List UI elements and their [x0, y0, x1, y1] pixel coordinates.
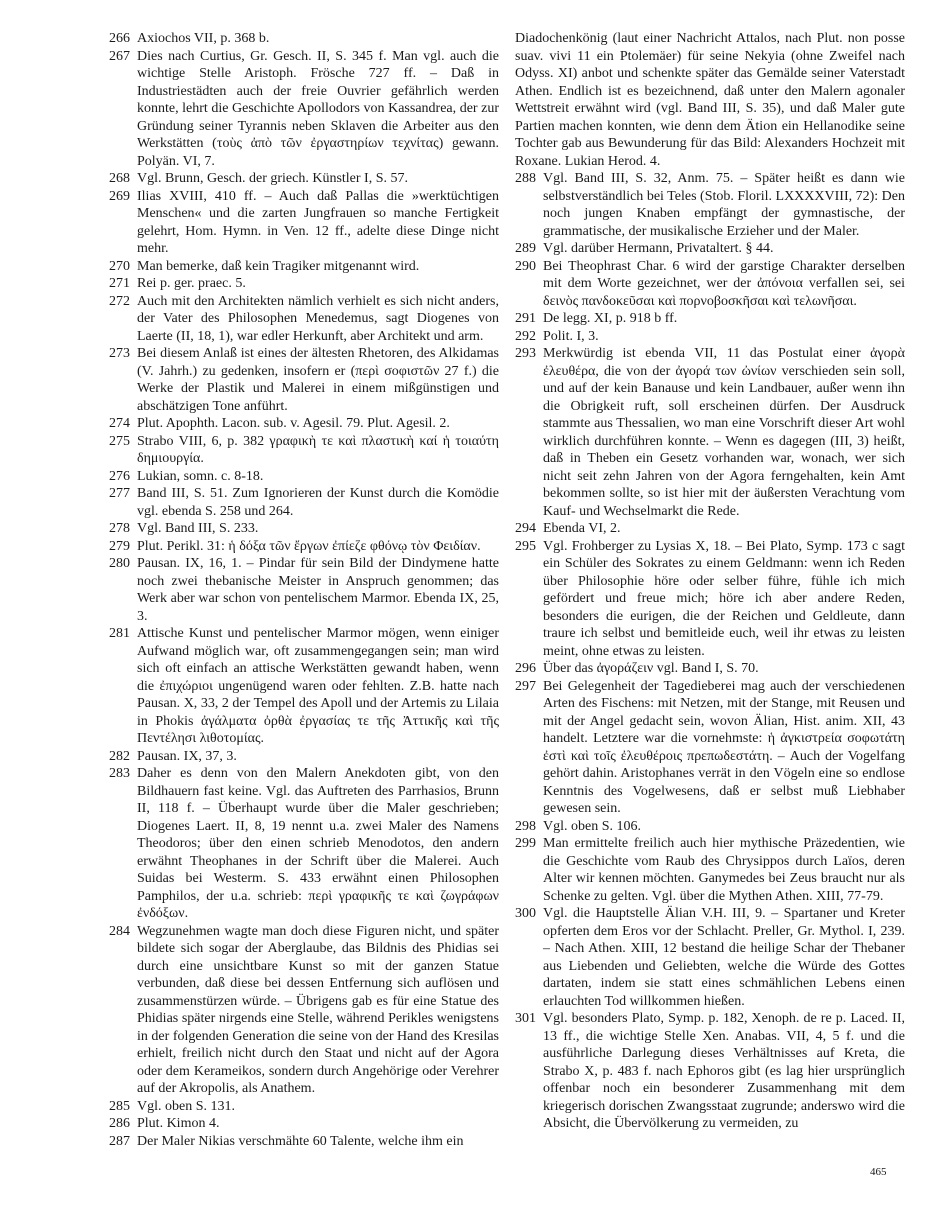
footnote-text: Vgl. besonders Plato, Symp. p. 182, Xenoph. de re p. Laced. II, 13 ff., die wichtige Stelle Xen. Anabas. VII, 4, 5 f. und die ausführliche Darlegung dieses Verhältnisses auf Kreta, die Strabo X, p. 483 f. nach Ephoros gibt (es lag hier ursprünglich offenbar noch ein besonderer Zusammenhang mit dem kriegerisch dorischen Zwangsstaat zugrunde; anderswo wird die Absicht, die Übervölkerung zu vermeiden, zu [543, 1011, 905, 1131]
footnote-number: 278 [109, 521, 130, 536]
footnote-300 [515, 905, 905, 1010]
footnote-number: 298 [515, 818, 536, 834]
footnote-272 [109, 293, 499, 346]
footnote-number: 281 [109, 626, 130, 641]
footnote-text: Ebenda VI, 2. [543, 521, 621, 536]
footnote-text: Pausan. IX, 37, 3. [137, 748, 237, 764]
footnote-number: 289 [515, 241, 536, 256]
footnote-274 [109, 415, 499, 433]
footnote-text: Man ermittelte freilich auch hier mythische Präzedentien, wie die Geschichte vom Raub des Chrysippos durch Laïos, deren Alter wir kennen möchten. Ganymedes bei Zeus braucht nur als Schenke zu gelten. Vgl. über die Mythen Athen. XIII, 77-79. [543, 836, 905, 904]
footnote-text: Der Maler Nikias verschmähte 60 Talente, welche ihm ein [137, 1133, 464, 1149]
footnote-number: 280 [109, 556, 130, 571]
footnote-text: Lukian, somn. c. 8-18. [137, 468, 264, 484]
footnote-text: Vgl. Brunn, Gesch. der griech. Künstler I, S. 57. [137, 171, 409, 186]
footnote-297 [515, 678, 905, 818]
footnote-266 [109, 30, 499, 48]
footnote-287 [109, 1133, 499, 1151]
footnote-295 [515, 538, 905, 661]
footnote-276 [109, 468, 499, 486]
footnote-281 [109, 625, 499, 748]
footnote-269 [109, 188, 499, 258]
footnote-text: Über das ἀγοράζειν vgl. Band I, S. 70. [543, 661, 759, 676]
footnote-text: Plut. Kimon 4. [137, 1116, 220, 1131]
footnote-280 [109, 555, 499, 625]
footnote-text: Vgl. darüber Hermann, Privataltert. § 44. [543, 241, 774, 256]
footnote-284 [109, 923, 499, 1098]
footnote-285 [109, 1098, 499, 1116]
footnote-number: 284 [109, 923, 130, 939]
footnote-number: 269 [109, 188, 130, 204]
footnote-number: 292 [515, 328, 536, 344]
footnote-text: Vgl. Frohberger zu Lysias X, 18. – Bei Plato, Symp. 173 c sagt ein Schüler des Sokrates zu einem Geldmann: wenn ich Reden über Philosophie höre oder selber führe, fühle ich mich gefördert und freue mich; höre ich aber andere Reden, besonders die eurigen, die der Reichen und Geldleute, dann traure ich selbst und bemitleide euch, weil ihr etwas zu leisten meint, ohne etwas zu leisten. [543, 538, 905, 659]
footnote-286 [109, 1115, 499, 1133]
footnote-number: 294 [515, 521, 536, 536]
footnote-text: Dies nach Curtius, Gr. Gesch. II, S. 345 f. Man vgl. auch die wichtige Stelle Aristoph. Frösche 727 ff. – Daß in Industriestädten auch der freie Ouvrier gefährlich werden konnte, lehrt die Geschichte Apollodors von Kassandrea, der zur Gründung seiner Tyrannis neben Sklaven die Arbeiter aus den Werkstätten (τοὺς ἀπὸ τῶν ἐργαστηρίων τεχνίτας) gewann. Polyän. VI, 7. [137, 48, 499, 169]
footnote-text: Vgl. oben S. 131. [137, 1098, 235, 1114]
footnote-number: 296 [515, 661, 536, 676]
footnote-291 [515, 310, 905, 328]
footnote-number: 273 [109, 346, 130, 361]
footnote-number: 266 [109, 31, 130, 46]
footnote-text: Bei Gelegenheit der Tagedieberei mag auch der verschiedenen Arten des Fischens: mit Netzen, mit der Stange, mit Reusen und mit der Angel gedacht sein, wovon Älian, Hist. anim. XII, 43 handelt. Letztere war die vornehmste: ἡ ἀγκιστρεία σοφωτάτη ἐστὶ καὶ τοῖς ἐλευθέροις πρεπωδεστάτη. – Auch der Vogelfang gehört dahin. Aristophanes verrät in den Vögeln eine so endlose Kenntnis des Vogelwesens, daß er selbst muß Liebhaber gewesen sein. [543, 678, 905, 816]
footnote-273 [109, 345, 499, 415]
footnote-text: Vgl. die Hauptstelle Älian V.H. III, 9. – Spartaner und Kreter opferten dem Eros vor der Schlacht. Preller, Gr. Mythol. I, 239. – Nach Athen. XIII, 12 bestand die heilige Schar der Thebaner aus Liebenden und Geliebten, welche die Würde des Gottes dartaten, indem sie statt eines schmählichen Lebens einen erlauchten Tod willkommen hießen. [543, 906, 905, 1009]
footnote-number: 270 [109, 258, 130, 274]
footnote-number: 283 [109, 766, 130, 781]
footnote-text: Axiochos VII, p. 368 b. [137, 31, 270, 46]
footnote-number: 268 [109, 171, 130, 186]
footnote-text: De legg. XI, p. 918 b ff. [543, 311, 678, 326]
footnote-text: Wegzunehmen wagte man doch diese Figuren nicht, und später bildete sich sogar der Aberglaube, das Bildnis des Phidias sei durch eine unsichtbare Kunst so mit der ganzen Statue verbunden, daß diese bei dessen Entfernung sich auflösen und zusammenstürzen würde. – Übrigens gab es für eine Statue des Phidias später nirgends eine Stelle, während Perikles wenigstens in der folgenden Generation die seine von der Hand des Kresilas erhielt, freilich nicht durch den Staat und nicht auf der Agora oder dem Kerameikos, sondern durch Angehörige oder Verehrer auf der Akropolis, als Anathem. [137, 923, 499, 1096]
footnote-271 [109, 275, 499, 293]
footnote-278 [109, 520, 499, 538]
footnote-number: 290 [515, 258, 536, 274]
footnote-298 [515, 818, 905, 836]
footnote-number: 285 [109, 1098, 130, 1114]
right-column [515, 30, 905, 1133]
footnote-text: Vgl. Band III, S. 32, Anm. 75. – Später heißt es dann wie selbstverständlich bei Teles (Stob. Floril. LXXXXVIII, 72): Den noch jungen Knaben empfängt der gymnastische, der grammatische, der musikalische Erzieher und der Maler. [543, 171, 905, 239]
footnote-number: 300 [515, 906, 536, 921]
footnote-text: Bei diesem Anlaß ist eines der ältesten Rhetoren, des Alkidamas (V. Jahrh.) zu gedenken, insofern er (περὶ σοφιστῶν 27 f.) die Werke der Plastik und Malerei in einem mißgünstigen und abschätzigen Tone anführt. [137, 346, 499, 414]
footnote-287-continuation: Diadochenkönig (laut einer Nachricht Attalos, nach Plut. non posse suav. vivi 11 ein Ptolemäer) für seine Nekyia (ohne Zweifel nach Odyss. XI) anbot und schenkte später das Gemälde seiner Vaterstadt Athen. Endlich ist es bezeichnend, daß unter den Malern agonaler Wettstreit erwähnt wird (vgl. Band III, S. 35), und daß Maler gute Partien machen konnten, wie denn dem Ätion ein Hellanodike seine Tochter gab aus Bewunderung für das Bild: Alexanders Hochzeit mit Roxane. Lukian Herod. 4. [515, 31, 905, 169]
footnote-275 [109, 433, 499, 468]
footnote-283 [109, 765, 499, 923]
footnote-number: 286 [109, 1116, 130, 1131]
footnote-number: 277 [109, 486, 130, 501]
footnote-text: Pausan. IX, 16, 1. – Pindar für sein Bild der Dindymene hatte noch zwei thebanische Meister in Anspruch genommen; das Werk aber war schon von pentelischem Marmor. Ebenda IX, 25, 3. [137, 556, 499, 624]
footnote-number: 297 [515, 678, 536, 694]
footnote-268 [109, 170, 499, 188]
footnote-289 [515, 240, 905, 258]
footnote-292 [515, 328, 905, 346]
footnote-number: 272 [109, 293, 130, 309]
footnote-number: 295 [515, 538, 536, 554]
footnote-text: Vgl. Band III, S. 233. [137, 521, 259, 536]
footnote-number: 271 [109, 276, 130, 291]
page-number: 465 [870, 1166, 887, 1178]
footnote-number: 267 [109, 48, 130, 64]
footnote-text: Attische Kunst und pentelischer Marmor mögen, wenn einiger Aufwand möglich war, oft zusammengegangen sein; man wird sich oft einfach an attische Werkstätten gewandt haben, wenn die ἐπιχώριοι ungenügend waren oder fehlten. Z.B. hatte nach Pausan. X, 33, 2 der Tempel des Apoll und der Artemis zu Lilaia in Phokis ἀγάλματα ὀρθὰ ἐργασίας τε τῆς Ἀττικῆς καὶ τῆς Πεντέλησι λιθοτομίας. [137, 626, 499, 746]
footnote-text: Man bemerke, daß kein Tragiker mitgenannt wird. [137, 258, 420, 274]
footnote-288 [515, 170, 905, 240]
footnote-301 [515, 1010, 905, 1133]
footnote-text: Band III, S. 51. Zum Ignorieren der Kunst durch die Komödie vgl. ebenda S. 258 und 264. [137, 486, 499, 519]
footnote-277 [109, 485, 499, 520]
footnote-number: 276 [109, 468, 130, 484]
footnote-text: Strabo VIII, 6, p. 382 γραφικὴ τε καὶ πλαστικὴ καί ἡ τοιαύτη δημιουργία. [137, 433, 499, 466]
footnote-text: Vgl. oben S. 106. [543, 818, 641, 834]
footnote-290 [515, 258, 905, 311]
footnote-text: Merkwürdig ist ebenda VII, 11 das Postulat einer ἀγορὰ ἐλευθέρα, die von der ἀγορά των ὠνίων verschieden sein soll, und auf der kein Banause und kein Landbauer, außer wenn ihn die Obrigkeit ruft, soll erscheinen dürfen. Der Ausdruck stammte aus Thessalien, wo man eine Vorschrift dieser Art wohl wirklich durchführen konnte. – Wenn es dagegen (III, 3) heißt, daß in Theben ein Gesetz vorhanden war, wonach, wer sich nicht seit zehn Jahren von der Agora ferngehalten, kein Amt bekommen sollte, so ist hier mit der äußersten Verachtung vom Kauf- und Wechselmarkt die Rede. [543, 346, 905, 519]
footnote-number: 288 [515, 171, 536, 186]
footnote-number: 293 [515, 346, 536, 361]
footnote-279 [109, 538, 499, 556]
footnote-294 [515, 520, 905, 538]
footnote-number: 299 [515, 836, 536, 851]
footnote-296 [515, 660, 905, 678]
footnote-text: Polit. I, 3. [543, 328, 599, 344]
footnote-293 [515, 345, 905, 520]
footnote-number: 301 [515, 1011, 536, 1026]
footnote-299 [515, 835, 905, 905]
footnote-text: Rei p. ger. praec. 5. [137, 276, 246, 291]
footnote-267 [109, 48, 499, 171]
footnote-number: 287 [109, 1133, 130, 1149]
left-column [109, 30, 499, 1150]
footnote-text: Bei Theophrast Char. 6 wird der garstige Charakter derselben mit dem Worte gezeichnet, wer der ἀπόνοια verfallen sei, sei δεινὸς πανδοκεῦσαι καὶ πορνοβοσκῆσαι καὶ τελωνῆσαι. [543, 258, 905, 309]
footnote-number: 275 [109, 433, 130, 449]
footnote-text: Plut. Apophth. Lacon. sub. v. Agesil. 79. Plut. Agesil. 2. [137, 416, 450, 431]
footnote-number: 279 [109, 538, 130, 554]
footnote-282 [109, 748, 499, 766]
footnote-text: Auch mit den Architekten nämlich verhielt es sich nicht anders, der Vater des Philosophen Menedemus, sagt Diogenes von Laerte (II, 18, 1), war edler Herkunft, aber Architekt und arm. [137, 293, 499, 344]
footnote-number: 291 [515, 311, 536, 326]
footnote-number: 282 [109, 748, 130, 764]
footnote-text: Daher es denn von den Malern Anekdoten gibt, von den Bildhauern fast keine. Vgl. das Auftreten des Parrhasios, Brunn II, 118 f. – Überhaupt wurde über die Maler geschrieben; Diogenes Laert. II, 8, 19 nennt u.a. zwei Maler des Namens Theodoros; über den einen schrieb Menodotos, den andern erwähnt Theophanes in der Schrift über die Malerei. Auch Suidas bei Westerm. S. 433 erwähnt einen Philosophen Pamphilos, der u.a. schrieb: περὶ γραφικῆς τε καὶ ζωγράφων ἐνδόξων. [137, 766, 499, 921]
footnote-text: Plut. Perikl. 31: ἡ δόξα τῶν ἔργων ἐπίεζε φθόνῳ τὸν Φειδίαν. [137, 538, 481, 554]
footnote-text: Ilias XVIII, 410 ff. – Auch daß Pallas die »werktüchtigen Menschen« und die zarten Jungfrauen so manche Fertigkeit gelehrt, Hom. Hymn. in Ven. 12 ff., adelte diese Dinge nicht mehr. [137, 188, 499, 256]
footnote-270 [109, 258, 499, 276]
footnote-number: 274 [109, 416, 130, 431]
